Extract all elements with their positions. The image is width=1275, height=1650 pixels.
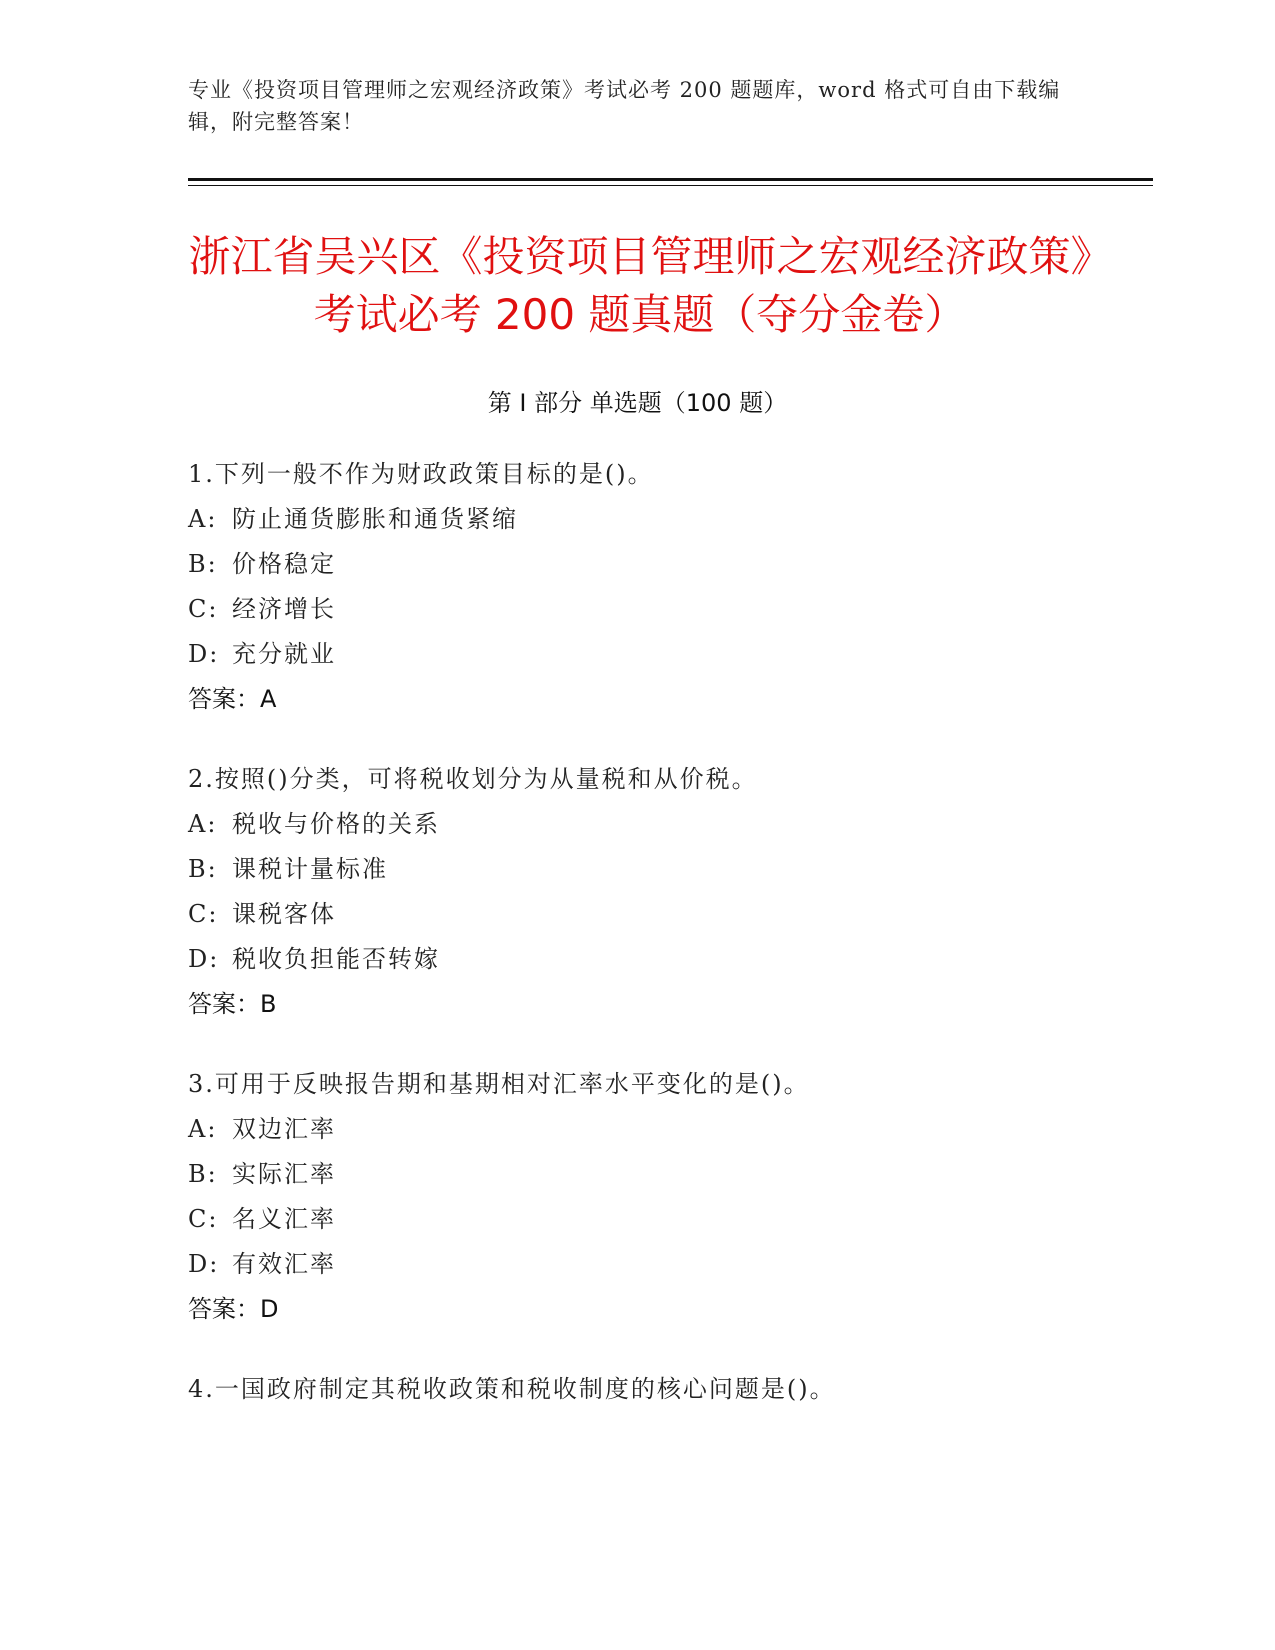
question-stem: 2.按照()分类，可将税收划分为从量税和从价税。 (188, 765, 758, 793)
question-4 (188, 1367, 1148, 1412)
option-letter: C: (188, 1205, 219, 1233)
option-letter: B: (188, 550, 218, 578)
option-a (188, 497, 1148, 542)
option-text: 实际汇率 (232, 1160, 336, 1188)
option-text: 课税客体 (232, 900, 336, 928)
question-stem: 3.可用于反映报告期和基期相对汇率水平变化的是()。 (188, 1070, 810, 1098)
option-letter: D: (188, 945, 220, 973)
option-c (188, 1197, 1148, 1242)
option-letter: A: (188, 505, 218, 533)
option-letter: D: (188, 640, 220, 668)
option-letter: D: (188, 1250, 220, 1278)
header-rule-thin (188, 185, 1153, 186)
option-c (188, 892, 1148, 937)
option-letter: C: (188, 900, 219, 928)
question-stem: 1.下列一般不作为财政政策目标的是()。 (188, 460, 654, 488)
question-2 (188, 757, 1148, 1027)
question-3 (188, 1062, 1148, 1332)
answer: 答案：D (188, 1295, 279, 1323)
option-a (188, 1107, 1148, 1152)
option-letter: B: (188, 855, 218, 883)
option-letter: B: (188, 1160, 218, 1188)
header-rule-thick (188, 178, 1153, 181)
option-b (188, 847, 1148, 892)
option-text: 防止通货膨胀和通货紧缩 (232, 505, 518, 533)
option-b (188, 542, 1148, 587)
option-text: 课税计量标准 (232, 855, 388, 883)
option-d (188, 632, 1148, 677)
option-text: 经济增长 (232, 595, 336, 623)
answer: 答案：B (188, 990, 277, 1018)
document-title: 浙江省吴兴区《投资项目管理师之宏观经济政策》考试必考 200 题真题（夺分金卷） (188, 232, 1092, 339)
option-d (188, 937, 1148, 982)
option-b (188, 1152, 1148, 1197)
question-1 (188, 452, 1148, 722)
option-letter: C: (188, 595, 219, 623)
option-text: 名义汇率 (232, 1205, 336, 1233)
option-letter: A: (188, 1115, 218, 1143)
section-title: 第 I 部分 单选题（100 题） (487, 389, 788, 417)
answer: 答案：A (188, 685, 277, 713)
option-text: 充分就业 (232, 640, 336, 668)
option-text: 税收负担能否转嫁 (232, 945, 440, 973)
option-a (188, 802, 1148, 847)
option-text: 税收与价格的关系 (232, 810, 440, 838)
option-d (188, 1242, 1148, 1287)
question-stem: 4.一国政府制定其税收政策和税收制度的核心问题是()。 (188, 1375, 836, 1403)
option-letter: A: (188, 810, 218, 838)
option-text: 有效汇率 (232, 1250, 336, 1278)
header-note: 专业《投资项目管理师之宏观经济政策》考试必考 200 题题库，word 格式可自由下载编辑，附完整答案！ (188, 78, 1061, 134)
option-text: 双边汇率 (232, 1115, 336, 1143)
option-text: 价格稳定 (232, 550, 336, 578)
option-c (188, 587, 1148, 632)
